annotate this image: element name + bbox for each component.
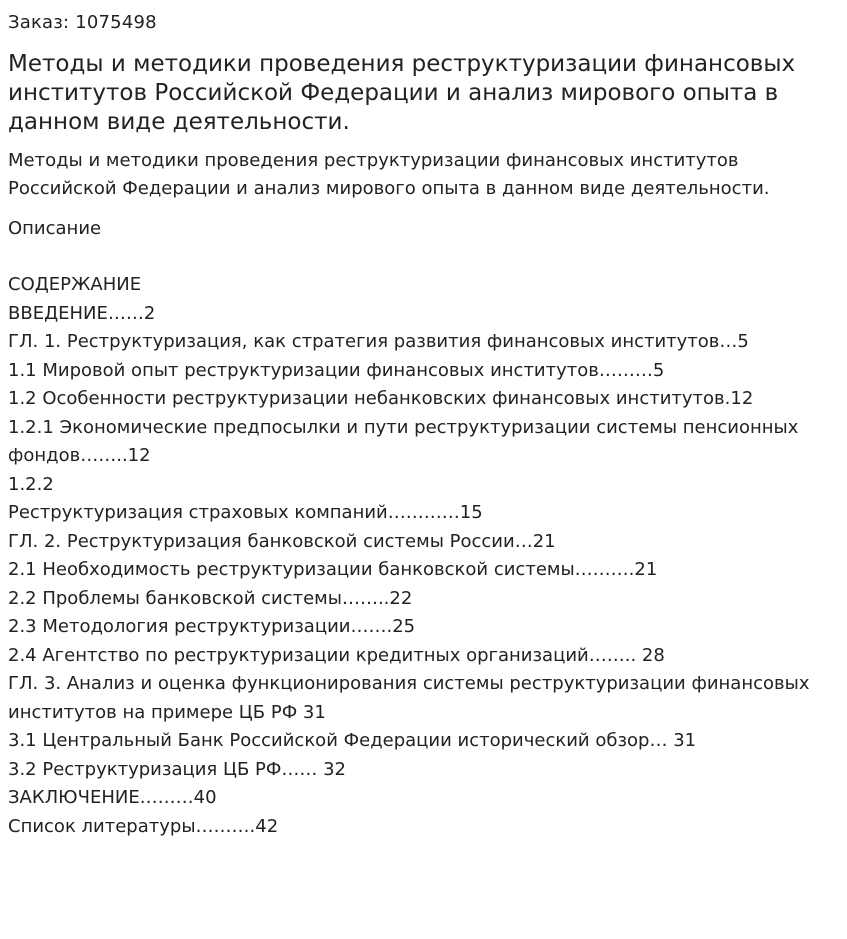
toc-item: 2.1 Необходимость реструктуризации банковской системы……….21 bbox=[8, 559, 658, 580]
toc-item: ГЛ. 3. Анализ и оценка функционирования системы реструктуризации финансовых институтов на примере ЦБ РФ 31 bbox=[8, 673, 810, 723]
order-number: Заказ: 1075498 bbox=[8, 12, 157, 33]
document-title: Методы и методики проведения реструктуризации финансовых институтов Российской Федерации и анализ мирового опыта в данном виде деятельности. bbox=[8, 51, 796, 135]
toc-item: 2.3 Методология реструктуризации…….25 bbox=[8, 616, 416, 637]
toc-item: 1.2.1 Экономические предпосылки и пути реструктуризации системы пенсионных фондов……..12 bbox=[8, 416, 799, 466]
table-of-contents bbox=[8, 271, 839, 841]
toc-item: Список литературы……….42 bbox=[8, 815, 279, 837]
toc-item: ГЛ. 2. Реструктуризация банковской системы России…21 bbox=[8, 530, 556, 552]
toc-item: ВВЕДЕНИЕ……2 bbox=[8, 302, 156, 324]
toc-heading: СОДЕРЖАНИЕ bbox=[8, 274, 142, 295]
toc-item: 3.1 Центральный Банк Российской Федерации исторический обзор… 31 bbox=[8, 730, 697, 751]
toc-item: 2.2 Проблемы банковской системы……..22 bbox=[8, 587, 413, 609]
toc-item: 3.2 Реструктуризация ЦБ РФ…… 32 bbox=[8, 758, 346, 780]
toc-item: ГЛ. 1. Реструктуризация, как стратегия развития финансовых институтов…5 bbox=[8, 331, 749, 352]
toc-item: 2.4 Агентство по реструктуризации кредитных организаций…….. 28 bbox=[8, 644, 665, 666]
toc-item: ЗАКЛЮЧЕНИЕ………40 bbox=[8, 787, 217, 808]
toc-item: 1.1 Мировой опыт реструктуризации финансовых институтов………5 bbox=[8, 359, 665, 381]
toc-item: 1.2.2 bbox=[8, 473, 54, 495]
document-subtitle: Методы и методики проведения реструктуризации финансовых институтов Российской Федерации и анализ мирового опыта в данном виде деятельности. bbox=[8, 150, 770, 199]
toc-item: Реструктуризация страховых компаний…………15 bbox=[8, 502, 483, 523]
description-heading: Описание bbox=[8, 218, 102, 239]
toc-item: 1.2 Особенности реструктуризации небанковских финансовых институтов.12 bbox=[8, 388, 754, 409]
